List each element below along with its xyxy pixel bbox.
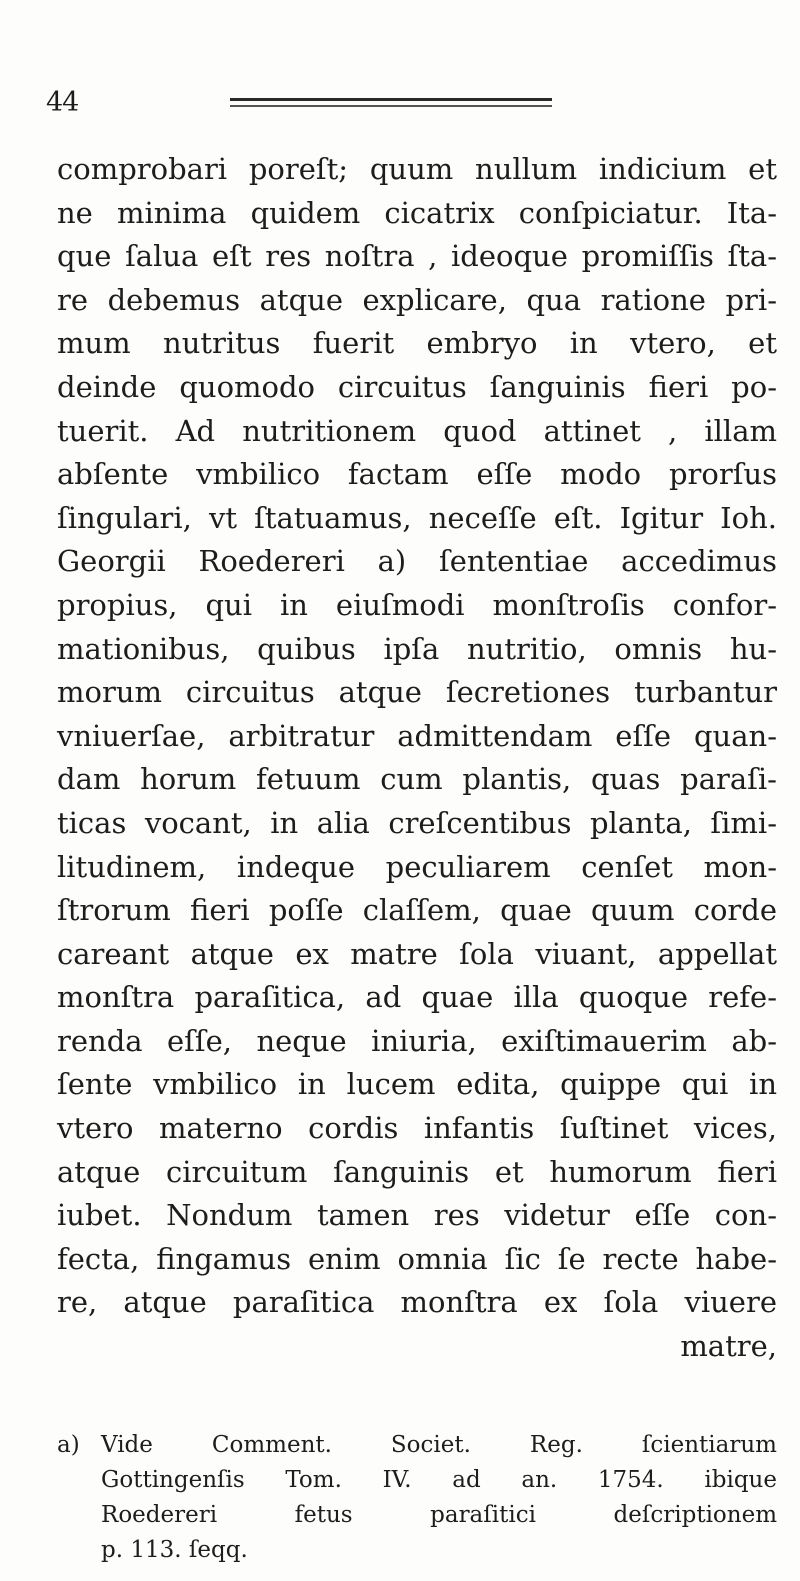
text-line: comprobari poreſt; quum nullum indicium et: [57, 152, 777, 186]
page-number: 44: [46, 87, 79, 118]
text-line: morum circuitus atque ſecretiones turbantur: [57, 675, 777, 710]
text-line: mum nutritus fuerit embryo in vtero, et: [57, 326, 777, 361]
text-line: litudinem, indeque peculiarem cenſet mon-: [57, 849, 777, 884]
text-line: mationibus, quibus ipſa nutritio, omnis hu-: [57, 631, 777, 666]
footnote-text: Vide Comment. Societ. Reg. ſcientiarum: [101, 1432, 777, 1458]
text-line: fecta, fingamus enim omnia ſic ſe recte habe-: [57, 1241, 777, 1276]
text-line: ſingulari, vt ſtatuamus, neceſſe eſt. Igitur Ioh.: [57, 500, 777, 535]
footnote-line: Roedereri fetus paraſitici deſcriptionem: [101, 1502, 777, 1528]
footnote-line: Gottingenſis Tom. IV. ad an. 1754. ibique: [101, 1467, 777, 1493]
header-rule: [230, 98, 552, 101]
text-line: renda eſſe, neque iniuria, exiſtimauerim ab-: [57, 1023, 777, 1058]
text-line: deinde quomodo circuitus ſanguinis fieri po-: [57, 369, 777, 404]
text-line: abſente vmbilico factam eſſe modo prorſus: [57, 457, 777, 492]
body-text: [57, 148, 777, 1369]
text-line: propius, qui in eiuſmodi monſtroſis confor-: [57, 587, 777, 622]
footnote-line: p. 113. ſeqq.: [101, 1537, 248, 1563]
text-line: que ſalua eſt res noſtra , ideoque promiſſis ſta-: [57, 239, 777, 274]
text-line: re debemus atque explicare, qua ratione pri-: [57, 282, 777, 317]
text-line: ticas vocant, in alia creſcentibus planta, ſimi-: [57, 805, 777, 840]
text-line: careant atque ex matre ſola viuant, appellat: [57, 936, 777, 971]
text-line: ſtrorum fieri poſſe claſſem, quae quum corde: [57, 893, 777, 928]
footnote-marker: a): [57, 1432, 80, 1458]
text-line: dam horum fetuum cum plantis, quas paraſi-: [57, 762, 777, 797]
text-line: ne minima quidem cicatrix conſpiciatur. Ita-: [57, 195, 777, 230]
text-line: re, atque paraſitica monſtra ex ſola viuere: [57, 1285, 777, 1320]
footnote-line: [57, 1428, 777, 1463]
text-line: tuerit. Ad nutritionem quod attinet , illam: [57, 413, 777, 448]
text-line: vniuerſae, arbitratur admittendam eſſe quan-: [57, 718, 777, 753]
text-line: iubet. Nondum tamen res videtur eſſe con-: [57, 1198, 777, 1233]
text-line: monſtra paraſitica, ad quae illa quoque refe-: [57, 980, 777, 1015]
footnote: [57, 1428, 777, 1568]
text-line: vtero materno cordis infantis ſuſtinet vices,: [57, 1111, 777, 1146]
text-line: atque circuitum ſanguinis et humorum fieri: [57, 1154, 777, 1189]
text-line: ſente vmbilico in lucem edita, quippe qui in: [57, 1067, 777, 1102]
catchword: matre,: [680, 1329, 777, 1364]
text-line: Georgii Roedereri a) ſententiae accedimus: [57, 544, 777, 579]
header-rule-thin: [230, 105, 552, 107]
